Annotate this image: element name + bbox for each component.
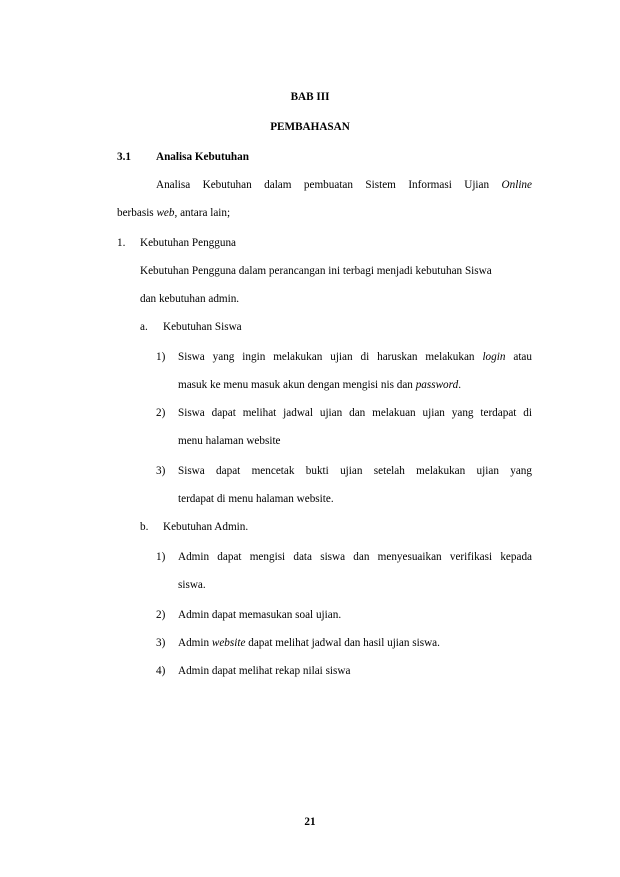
admin-item-3-before: Admin bbox=[178, 637, 210, 649]
student-item-3-line-1: Siswa dapat mencetak bukti ujian setelah melakukan ujian yang bbox=[178, 465, 532, 477]
intro-line-2-italic: web bbox=[156, 207, 175, 219]
student-item-1-line-2-italic: password bbox=[415, 379, 459, 391]
student-item-2-line-2: menu halaman website bbox=[178, 435, 281, 447]
student-item-1-line-2 bbox=[178, 378, 461, 392]
student-item-1-line-1 bbox=[178, 350, 532, 364]
intro-line-2 bbox=[117, 206, 230, 220]
user-needs-desc-line-2: dan kebutuhan admin. bbox=[140, 293, 240, 305]
admin-item-3-marker: 3) bbox=[156, 637, 166, 649]
page-number: 21 bbox=[304, 816, 316, 828]
admin-item-4-marker: 4) bbox=[156, 665, 166, 677]
admin-item-1-marker: 1) bbox=[156, 551, 166, 563]
student-item-1-line-1-text: Siswa yang ingin melakukan ujian di haruskan melakukan bbox=[178, 351, 475, 363]
sublist-marker-b: b. bbox=[140, 521, 149, 533]
student-item-1-marker: 1) bbox=[156, 351, 166, 363]
student-item-3-line-2: terdapat di menu halaman website. bbox=[178, 493, 334, 505]
admin-item-4-text: Admin dapat melihat rekap nilai siswa bbox=[178, 665, 351, 677]
student-item-2-marker: 2) bbox=[156, 407, 166, 419]
student-item-1-line-1-after: atau bbox=[513, 351, 532, 363]
admin-item-3-after: dapat melihat jadwal dan hasil ujian siswa. bbox=[248, 637, 440, 649]
intro-line-2-after: , antara lain; bbox=[174, 207, 231, 219]
admin-item-1-line-1: Admin dapat mengisi data siswa dan menyesuaikan verifikasi kepada bbox=[178, 551, 532, 563]
intro-line-2-text: berbasis bbox=[117, 207, 154, 219]
admin-item-3-line bbox=[178, 636, 440, 650]
sublist-marker-a: a. bbox=[140, 321, 148, 333]
list-marker-1: 1. bbox=[117, 237, 126, 249]
student-needs-title: Kebutuhan Siswa bbox=[163, 321, 242, 333]
chapter-number: BAB III bbox=[290, 91, 330, 103]
user-needs-desc-line-1: Kebutuhan Pengguna dalam perancangan ini terbagi menjadi kebutuhan Siswa bbox=[140, 265, 492, 277]
intro-line-1-text: Analisa Kebutuhan dalam pembuatan Sistem Informasi Ujian bbox=[156, 179, 490, 191]
section-title: Analisa Kebutuhan bbox=[156, 151, 249, 163]
admin-item-1-line-2: siswa. bbox=[178, 579, 206, 591]
student-item-1-line-2-after: . bbox=[458, 379, 461, 391]
admin-item-2-text: Admin dapat memasukan soal ujian. bbox=[178, 609, 342, 621]
admin-item-2-marker: 2) bbox=[156, 609, 166, 621]
section-number: 3.1 bbox=[117, 151, 131, 163]
admin-item-3-italic: website bbox=[211, 637, 246, 649]
intro-line-1 bbox=[156, 178, 532, 192]
intro-line-1-italic: Online bbox=[501, 179, 532, 191]
student-item-2-line-1: Siswa dapat melihat jadwal ujian dan melakuan ujian yang terdapat di bbox=[178, 407, 532, 419]
chapter-title: PEMBAHASAN bbox=[270, 121, 350, 133]
student-item-3-marker: 3) bbox=[156, 465, 166, 477]
student-item-1-line-1-italic: login bbox=[482, 351, 506, 363]
student-item-1-line-2-text: masuk ke menu masuk akun dengan mengisi nis dan bbox=[178, 379, 413, 391]
admin-needs-title: Kebutuhan Admin. bbox=[163, 521, 249, 533]
user-needs-title: Kebutuhan Pengguna bbox=[140, 237, 237, 249]
